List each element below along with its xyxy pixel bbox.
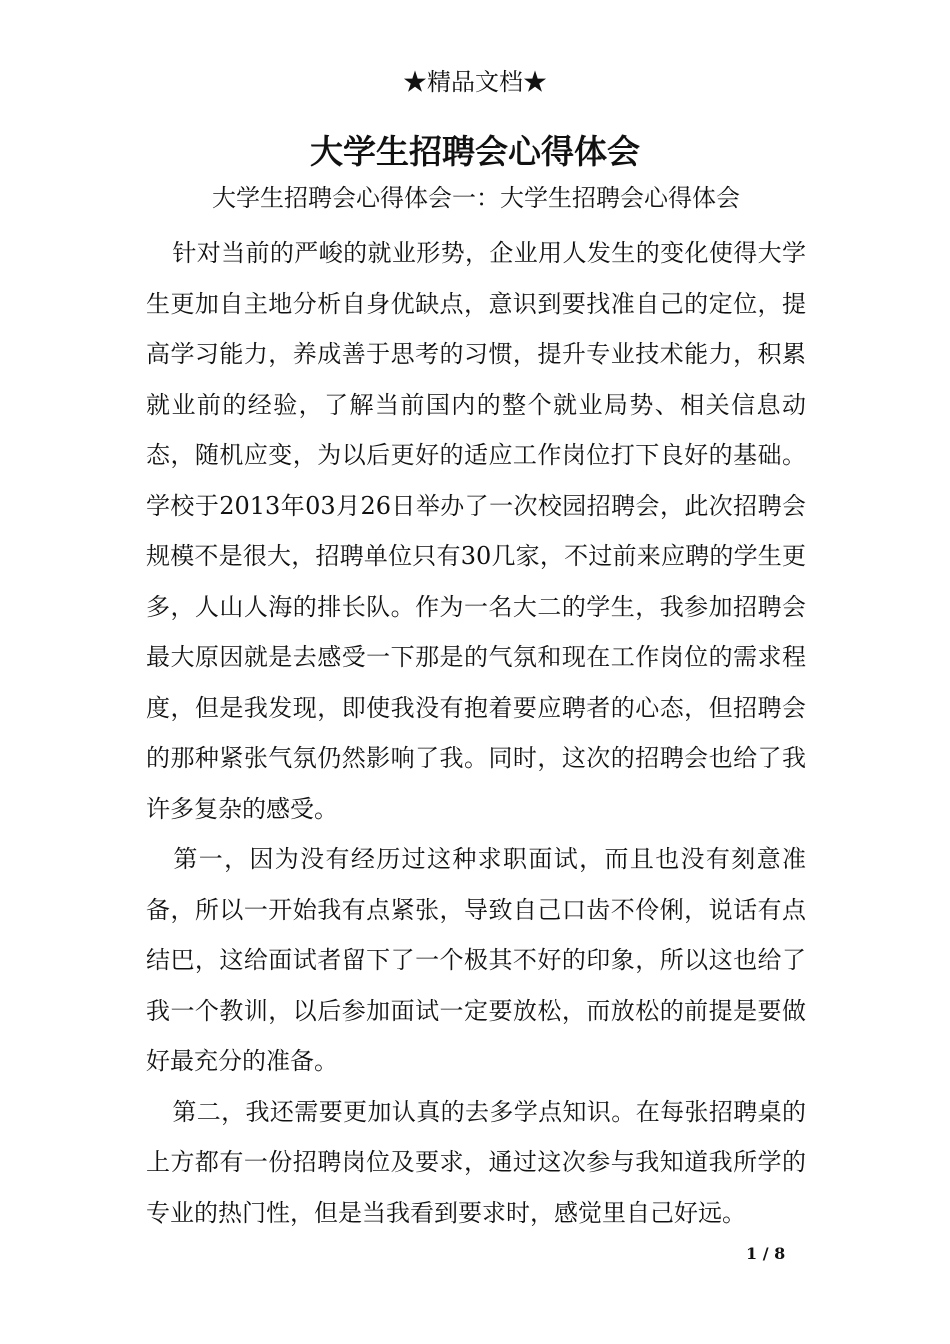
page-number: 1 / 8 xyxy=(746,1244,786,1263)
document-subtitle: 大学生招聘会心得体会一：大学生招聘会心得体会 xyxy=(212,184,740,212)
document-body xyxy=(146,228,806,1238)
paragraph-1 xyxy=(146,228,806,834)
paragraph-3 xyxy=(146,1087,806,1239)
paragraph-2 xyxy=(146,834,806,1087)
document-title: 大学生招聘会心得体会 xyxy=(310,132,640,171)
paragraph-text: 第二，我还需要更加认真的去多学点知识。在每张招聘桌的上方都有一份招聘岗位及要求，通过这次参与我知道我所学的专业的热门性，但是当我看到要求时，感觉里自己好远。 xyxy=(146,1097,806,1227)
header-mark: ★精品文档★ xyxy=(403,68,547,96)
paragraph-text: 针对当前的严峻的就业形势，企业用人发生的变化使得大学生更加自主地分析自身优缺点，意识到要找准自己的定位，提高学习能力，养成善于思考的习惯，提升专业技术能力，积累就业前的经验，了解当前国内的整个就业局势、相关信息动态，随机应变，为以后更好的适应工作岗位打下良好的基础。学校于2013年03月26日举办了一次校园招聘会，此次招聘会规模不是很大，招聘单位只有30几家，不过前来应聘的学生更多，人山人海的排长队。作为一名大二的学生，我参加招聘会最大原因就是去感受一下那是的气氛和现在工作岗位的需求程度，但是我发现，即使我没有抱着要应聘者的心态，但招聘会的那种紧张气氛仍然影响了我。同时，这次的招聘会也给了我许多复杂的感受。 xyxy=(146,239,806,823)
paragraph-text: 第一，因为没有经历过这种求职面试，而且也没有刻意准备，所以一开始我有点紧张，导致自己口齿不伶俐，说话有点结巴，这给面试者留下了一个极其不好的印象，所以这也给了我一个教训，以后参加面试一定要放松，而放松的前提是要做好最充分的准备。 xyxy=(146,845,806,1075)
